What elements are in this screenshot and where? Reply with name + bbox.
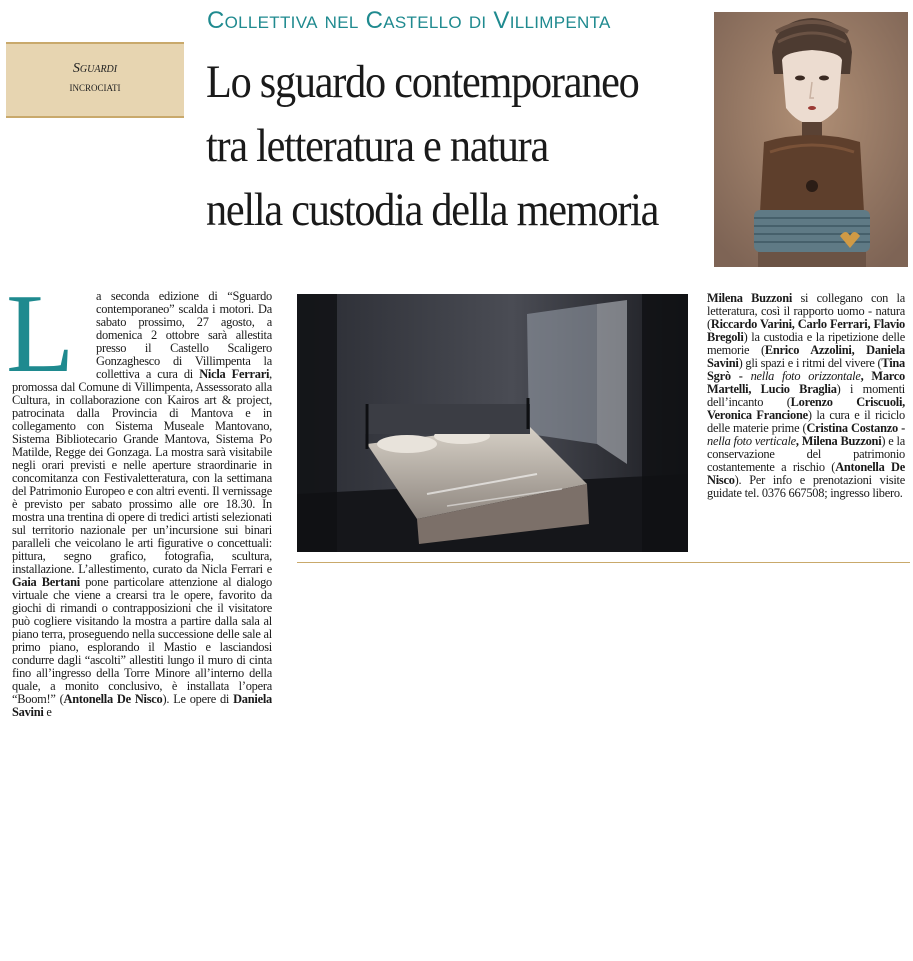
text-run: nella foto verticale (707, 434, 796, 448)
headline-line-1: Lo sguardo contemporaneo (206, 56, 639, 108)
kicker: Collettiva nel Castello di Villimpenta (207, 7, 611, 34)
text-run: ) la custodia e la ripetizione delle memorie ( (707, 330, 905, 357)
text-run: si collegano con la letteratura, così il rapporto uomo - natura ( (707, 291, 905, 331)
section-tag-line1: Sguardi (72, 61, 118, 76)
text-run: nella foto orizzontale (750, 369, 861, 383)
text-run: Nicla Ferrari (199, 367, 270, 381)
section-divider (297, 562, 910, 563)
text-run: Milena Buzzoni (707, 291, 793, 305)
text-run: Riccardo Varini, Carlo Ferrari, Flavio Bregoli (707, 317, 905, 344)
text-run: Tina Sgrò - (707, 356, 905, 383)
article-column-right (707, 292, 905, 500)
bedroom-painting-photo (297, 294, 688, 552)
text-run: , Milena Buzzoni (795, 434, 882, 448)
text-run: Cristina Costanzo - (806, 421, 905, 435)
headline-line-2: tra letteratura e natura (206, 120, 548, 172)
text-run: , promossa dal Comune di Villimpenta, Assessorato alla Cultura, in collaborazione con Kairos art & project, patrocinata dalla Provincia di Mantova e in collegamento con Sistema Museale Mantovano, Sistema Bibliotecario Grande Mantova, Sistema Po Matilde, Regge dei Gonzaga. La mostra sarà visitabile negli orari previsti e nelle aperture straordinarie in concomitanza con Festivaletteratura, con la settimana del Patrimonio Europeo e con altri eventi. Il vernissage è previsto per sabato prossimo alle ore 18.30. In mostra una trentina di opere di tredici artisti selezionati sul territorio nazionale per un’incursione sui binari paralleli che veicolano le arti figurative o concettuali: pittura, segno grafico, fotografia, scultura, installazione. L’allestimento, curato da Nicla Ferrari e (12, 367, 272, 576)
headline (206, 50, 659, 242)
text-run: , Marco Martelli, Lucio Braglia (707, 369, 905, 396)
article-text-right (707, 291, 905, 500)
text-run: ). Le opere di (162, 692, 234, 706)
sculpture-photo (714, 12, 908, 267)
text-run: ) e la conservazione del patrimonio costantemente a rischio ( (707, 434, 905, 474)
text-run: Enrico Azzolini, Daniela Savini (707, 343, 905, 370)
text-run: Lorenzo Criscuoli, Veronica Francione (707, 395, 906, 422)
section-tag (6, 42, 184, 118)
text-run: Antonella De Nisco (63, 692, 163, 706)
text-run: e (43, 705, 52, 719)
headline-line-3: nella custodia della memoria (206, 184, 659, 236)
text-run: a seconda edizione di “Sguardo contemporaneo” scalda i motori. Da sabato prossimo, 27 agosto, a domenica 2 ottobre sarà allestita presso il Castello Scaligero Gonzaghesco di Villimpenta la collettiva a cura di (96, 289, 272, 381)
text-run: ) la cura e il riciclo delle materie prime ( (707, 408, 905, 435)
section-tag-line2: incrociati (69, 79, 121, 94)
text-run: Daniela Savini (12, 692, 272, 719)
text-run: Gaia Bertani (12, 575, 80, 589)
text-run: ). Per info e prenotazioni visite guidate tel. 0376 667508; ingresso libero. (707, 473, 905, 500)
text-run: ) gli spazi e i ritmi del vivere ( (738, 356, 882, 370)
text-run: ) i momenti dell’incanto ( (707, 382, 905, 409)
text-run: Antonella De Nisco (707, 460, 906, 487)
drop-cap: L (6, 272, 75, 396)
article-column-left (6, 272, 272, 960)
text-run: pone particolare attenzione al dialogo virtuale che viene a crearsi tra le opere, favorito da giochi di rimandi o contrapposizioni che il visitatore può cogliere visitando la mostra a partire dalla sala al piano terra, proseguendo nella successione delle sale al primo piano, esplorando il Mastio e lasciandosi condurre dagli “ascolti” allestiti lungo il muro di cinta fino all’ingresso della Torre Minore all’interno della quale, a monito conclusivo, è installata l’opera “Boom!” ( (12, 575, 272, 706)
